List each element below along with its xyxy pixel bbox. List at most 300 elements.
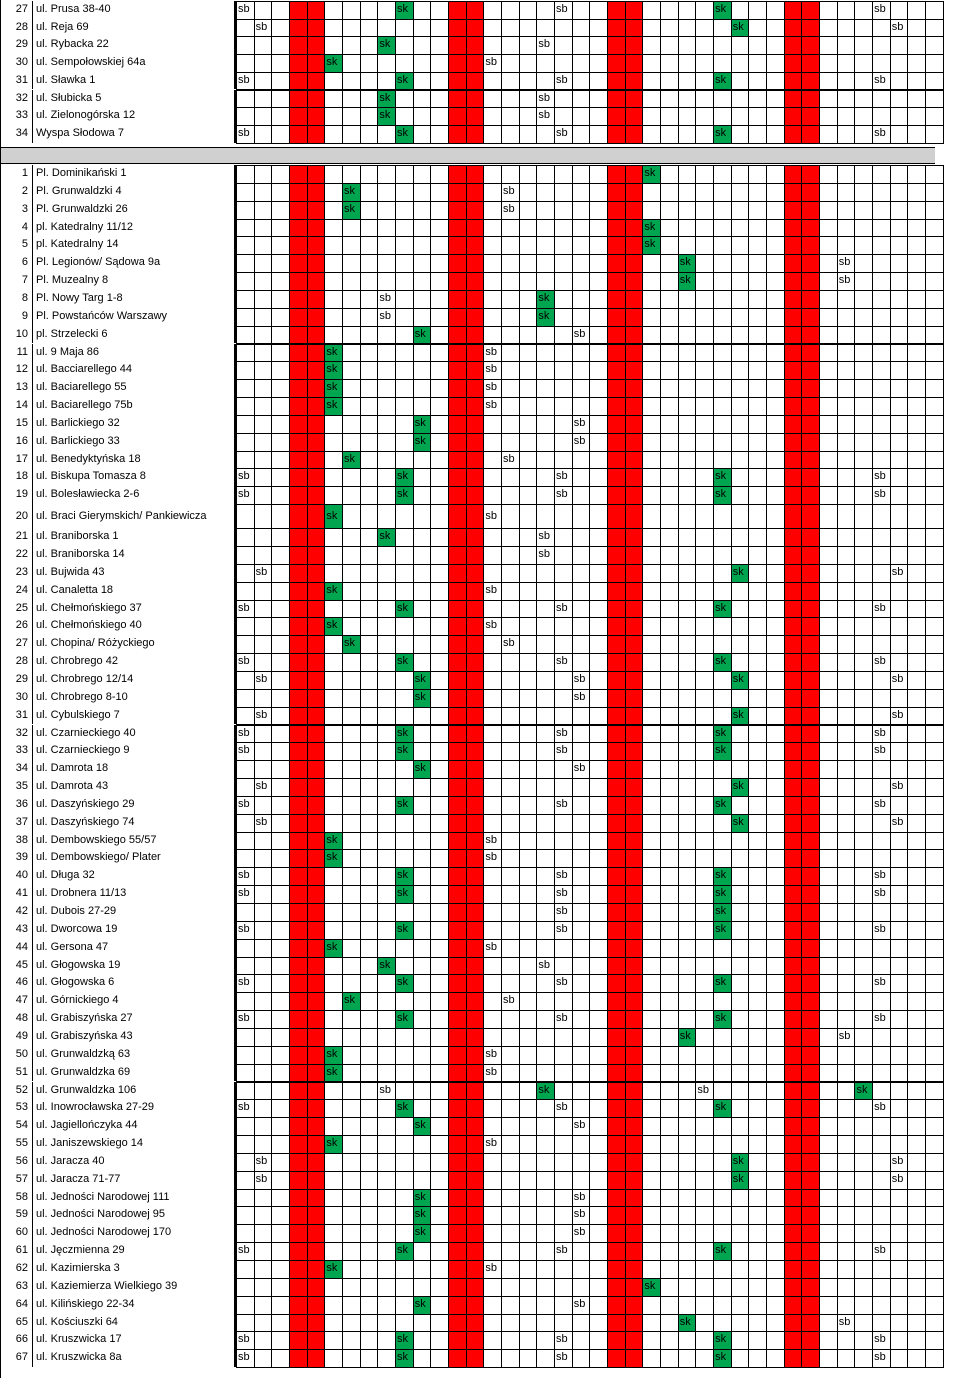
collection-day-cell — [289, 760, 308, 779]
schedule-cell — [572, 528, 591, 547]
collection-day-cell — [625, 1171, 644, 1190]
schedule-cell — [430, 90, 449, 109]
collection-day-cell — [784, 600, 803, 619]
schedule-cell — [483, 236, 502, 255]
schedule-cell — [589, 1224, 608, 1243]
schedule-cell — [642, 546, 661, 565]
schedule-cell — [254, 1206, 273, 1225]
schedule-cell — [925, 344, 944, 363]
schedule-cell — [837, 486, 856, 505]
schedule-cell — [713, 671, 732, 690]
schedule-cell — [360, 415, 379, 434]
schedule-cell — [589, 867, 608, 886]
address-cell: ul. Jaracza 71-77 — [34, 1171, 236, 1189]
schedule-cell — [678, 1171, 697, 1190]
collection-day-cell — [607, 1242, 626, 1261]
schedule-cell — [271, 290, 290, 309]
schedule-cell — [572, 219, 591, 238]
schedule-cell — [766, 564, 785, 583]
collection-day-cell — [448, 992, 467, 1011]
schedule-cell — [271, 796, 290, 815]
schedule-cell — [430, 1314, 449, 1333]
schedule-cell — [501, 1099, 520, 1118]
schedule-cell — [925, 54, 944, 73]
schedule-cell — [589, 308, 608, 327]
schedule-cell — [430, 849, 449, 868]
collection-day-cell — [448, 957, 467, 976]
schedule-cell — [572, 1028, 591, 1047]
address-cell: ul. Długa 32 — [34, 867, 236, 885]
schedule-cell — [678, 725, 697, 744]
collection-day-cell — [307, 885, 326, 904]
schedule-cell — [430, 1064, 449, 1083]
collection-day-cell — [289, 974, 308, 993]
collection-day-cell — [448, 796, 467, 815]
schedule-cell — [483, 600, 502, 619]
schedule-cell — [695, 653, 714, 672]
collection-day-cell — [784, 939, 803, 958]
schedule-cell — [713, 1260, 732, 1279]
schedule-cell — [642, 415, 661, 434]
schedule-cell — [766, 326, 785, 345]
schedule-cell — [519, 1171, 538, 1190]
schedule-cell — [766, 107, 785, 126]
schedule-cell — [395, 1046, 414, 1065]
code-label-sk: sk — [344, 202, 356, 215]
schedule-cell — [837, 528, 856, 547]
code-label-sb: sb — [874, 655, 886, 668]
schedule-cell — [519, 54, 538, 73]
code-label-sk: sk — [414, 672, 426, 685]
schedule-cell — [766, 1082, 785, 1101]
schedule-cell — [766, 397, 785, 416]
collection-day-cell — [607, 707, 626, 726]
collection-day-cell — [801, 546, 820, 565]
schedule-cell — [695, 361, 714, 380]
schedule-cell — [731, 107, 750, 126]
schedule-cell — [430, 290, 449, 309]
schedule-cell — [854, 1206, 873, 1225]
collection-day-cell — [607, 72, 626, 91]
schedule-cell — [271, 1260, 290, 1279]
schedule-cell — [554, 635, 573, 654]
schedule-cell — [854, 451, 873, 470]
collection-day-cell — [784, 1082, 803, 1101]
schedule-cell — [483, 1, 502, 20]
collection-day-cell — [448, 219, 467, 238]
schedule-cell — [377, 486, 396, 505]
schedule-cell — [819, 903, 838, 922]
schedule-cell — [748, 974, 767, 993]
collection-day-cell — [466, 433, 485, 452]
schedule-cell — [589, 1, 608, 20]
schedule-cell — [360, 219, 379, 238]
collection-day-cell — [448, 707, 467, 726]
schedule-cell — [271, 36, 290, 55]
schedule-cell — [271, 379, 290, 398]
schedule-cell — [360, 1331, 379, 1350]
schedule-cell — [589, 671, 608, 690]
code-label-sk: sk — [715, 976, 727, 989]
schedule-cell — [713, 1314, 732, 1333]
collection-day-cell — [289, 939, 308, 958]
schedule-cell — [413, 939, 432, 958]
schedule-cell — [501, 921, 520, 940]
collection-day-cell — [307, 1010, 326, 1029]
schedule-cell — [271, 1099, 290, 1118]
schedule-cell — [360, 814, 379, 833]
schedule-cell — [271, 219, 290, 238]
collection-day-cell — [625, 468, 644, 487]
collection-day-cell — [784, 742, 803, 761]
schedule-cell — [748, 19, 767, 38]
schedule-cell — [854, 600, 873, 619]
schedule-cell — [907, 415, 926, 434]
schedule-cell — [519, 308, 538, 327]
schedule-cell — [501, 1314, 520, 1333]
code-label-sk: sk — [397, 976, 409, 989]
schedule-cell — [342, 582, 361, 601]
schedule-cell — [660, 885, 679, 904]
schedule-cell — [660, 1082, 679, 1101]
collection-day-cell — [625, 54, 644, 73]
schedule-cell — [377, 725, 396, 744]
collection-day-cell — [607, 254, 626, 273]
schedule-cell — [554, 1206, 573, 1225]
schedule-cell — [872, 1260, 891, 1279]
collection-day-cell — [448, 1349, 467, 1368]
schedule-cell — [536, 1224, 555, 1243]
schedule-cell — [678, 379, 697, 398]
schedule-cell — [519, 254, 538, 273]
schedule-cell — [907, 564, 926, 583]
schedule-cell — [819, 433, 838, 452]
schedule-cell — [731, 326, 750, 345]
address-cell: ul. Prusa 38-40 — [34, 1, 236, 19]
collection-day-cell — [466, 653, 485, 672]
schedule-cell — [519, 832, 538, 851]
code-label-sk: sk — [397, 869, 409, 882]
collection-day-cell — [784, 671, 803, 690]
schedule-cell — [748, 504, 767, 529]
schedule-cell — [731, 433, 750, 452]
collection-day-cell — [307, 778, 326, 797]
schedule-cell — [748, 1206, 767, 1225]
schedule-cell — [890, 849, 909, 868]
schedule-cell — [731, 635, 750, 654]
collection-day-cell — [289, 165, 308, 184]
schedule-cell — [519, 992, 538, 1011]
schedule-cell — [501, 1206, 520, 1225]
schedule-cell — [890, 1046, 909, 1065]
collection-day-cell — [607, 219, 626, 238]
schedule-cell — [395, 1082, 414, 1101]
schedule-cell — [837, 546, 856, 565]
schedule-cell — [483, 1242, 502, 1261]
schedule-cell — [925, 433, 944, 452]
schedule-cell — [501, 671, 520, 690]
schedule-cell — [837, 689, 856, 708]
schedule-cell — [413, 814, 432, 833]
schedule-cell — [589, 1314, 608, 1333]
schedule-cell — [660, 72, 679, 91]
schedule-cell — [501, 308, 520, 327]
schedule-cell — [413, 1260, 432, 1279]
collection-day-cell — [607, 1206, 626, 1225]
collection-day-cell — [625, 689, 644, 708]
schedule-cell — [890, 1, 909, 20]
address-cell: ul. Grunwaldzka 106 — [34, 1082, 236, 1100]
schedule-cell — [572, 397, 591, 416]
schedule-cell — [254, 272, 273, 291]
schedule-cell — [271, 107, 290, 126]
schedule-cell — [872, 1314, 891, 1333]
code-label-sk: sk — [397, 601, 409, 614]
code-label-sb: sb — [538, 91, 550, 104]
schedule-cell — [236, 344, 255, 363]
collection-day-cell — [448, 849, 467, 868]
schedule-cell — [554, 451, 573, 470]
schedule-cell — [519, 397, 538, 416]
schedule-cell — [360, 1278, 379, 1297]
schedule-cell — [324, 814, 343, 833]
schedule-cell — [395, 272, 414, 291]
schedule-cell — [854, 867, 873, 886]
schedule-cell — [766, 992, 785, 1011]
schedule-cell — [324, 742, 343, 761]
schedule-cell — [837, 1082, 856, 1101]
collection-day-cell — [448, 939, 467, 958]
schedule-cell — [695, 19, 714, 38]
code-label-sb: sb — [556, 887, 568, 900]
schedule-cell — [713, 1117, 732, 1136]
collection-day-cell — [307, 1028, 326, 1047]
schedule-cell — [360, 290, 379, 309]
schedule-cell — [554, 849, 573, 868]
schedule-cell — [872, 290, 891, 309]
collection-day-cell — [466, 1028, 485, 1047]
schedule-cell — [642, 778, 661, 797]
schedule-cell — [572, 1, 591, 20]
schedule-cell — [342, 219, 361, 238]
schedule-cell — [766, 236, 785, 255]
schedule-cell — [430, 72, 449, 91]
schedule-cell — [572, 125, 591, 144]
schedule-cell — [413, 1046, 432, 1065]
collection-day-cell — [607, 451, 626, 470]
schedule-cell — [413, 725, 432, 744]
schedule-cell — [837, 1099, 856, 1118]
address-cell: ul. Inowrocławska 27-29 — [34, 1099, 236, 1117]
schedule-cell — [501, 504, 520, 529]
schedule-cell — [837, 361, 856, 380]
schedule-cell — [854, 254, 873, 273]
schedule-cell — [254, 653, 273, 672]
schedule-cell — [501, 1064, 520, 1083]
schedule-cell — [254, 308, 273, 327]
schedule-cell — [536, 1135, 555, 1154]
schedule-cell — [695, 165, 714, 184]
code-label-sb: sb — [573, 1297, 586, 1310]
schedule-cell — [342, 796, 361, 815]
schedule-cell — [342, 689, 361, 708]
schedule-cell — [766, 1171, 785, 1190]
schedule-cell — [271, 1064, 290, 1083]
collection-day-cell — [466, 415, 485, 434]
schedule-cell — [731, 1010, 750, 1029]
collection-day-cell — [607, 974, 626, 993]
schedule-cell — [766, 1189, 785, 1208]
collection-day-cell — [625, 72, 644, 91]
schedule-cell — [890, 290, 909, 309]
schedule-cell — [660, 1189, 679, 1208]
collection-day-cell — [289, 957, 308, 976]
collection-day-cell — [625, 486, 644, 505]
schedule-cell — [907, 707, 926, 726]
schedule-cell — [819, 272, 838, 291]
collection-day-cell — [307, 1064, 326, 1083]
collection-day-cell — [801, 344, 820, 363]
collection-day-cell — [625, 992, 644, 1011]
schedule-cell — [713, 778, 732, 797]
code-label-sb: sb — [874, 797, 886, 810]
collection-day-cell — [307, 796, 326, 815]
schedule-cell — [660, 903, 679, 922]
schedule-cell — [430, 832, 449, 851]
schedule-cell — [766, 272, 785, 291]
collection-day-cell — [307, 1242, 326, 1261]
code-label-sk: sk — [715, 126, 727, 139]
schedule-cell — [819, 546, 838, 565]
schedule-cell — [766, 433, 785, 452]
schedule-cell — [360, 653, 379, 672]
schedule-cell — [271, 1046, 290, 1065]
schedule-cell — [642, 582, 661, 601]
schedule-cell — [430, 165, 449, 184]
collection-day-cell — [289, 504, 308, 529]
code-label-sk: sk — [326, 1137, 338, 1150]
schedule-cell — [324, 1331, 343, 1350]
collection-day-cell — [607, 1278, 626, 1297]
schedule-cell — [748, 201, 767, 220]
schedule-cell — [395, 107, 414, 126]
collection-day-cell — [607, 433, 626, 452]
schedule-cell — [907, 1314, 926, 1333]
collection-day-cell — [625, 107, 644, 126]
collection-day-cell — [307, 36, 326, 55]
schedule-cell — [342, 165, 361, 184]
schedule-cell — [483, 107, 502, 126]
code-label-sb: sb — [255, 565, 268, 578]
row-number: 31 — [0, 707, 33, 725]
schedule-cell — [660, 1260, 679, 1279]
collection-day-cell — [307, 272, 326, 291]
schedule-cell — [377, 635, 396, 654]
schedule-cell — [377, 707, 396, 726]
schedule-cell — [872, 635, 891, 654]
collection-day-cell — [307, 125, 326, 144]
schedule-cell — [395, 582, 414, 601]
schedule-cell — [748, 1349, 767, 1368]
schedule-cell — [501, 254, 520, 273]
schedule-cell — [731, 582, 750, 601]
schedule-cell — [501, 219, 520, 238]
collection-day-cell — [801, 468, 820, 487]
collection-day-cell — [801, 992, 820, 1011]
schedule-cell — [271, 635, 290, 654]
schedule-cell — [324, 19, 343, 38]
schedule-cell — [678, 992, 697, 1011]
schedule-cell — [236, 36, 255, 55]
schedule-cell — [254, 957, 273, 976]
schedule-cell — [395, 1117, 414, 1136]
schedule-cell — [589, 600, 608, 619]
schedule-cell — [907, 957, 926, 976]
schedule-cell — [536, 653, 555, 672]
code-label-sk: sk — [326, 940, 338, 953]
schedule-cell — [907, 582, 926, 601]
code-label-sb: sb — [538, 109, 550, 122]
collection-day-cell — [466, 308, 485, 327]
address-cell: ul. Kościuszki 64 — [34, 1314, 236, 1332]
schedule-cell — [713, 849, 732, 868]
collection-day-cell — [607, 125, 626, 144]
schedule-cell — [430, 1117, 449, 1136]
schedule-cell — [695, 725, 714, 744]
schedule-cell — [413, 564, 432, 583]
schedule-cell — [819, 90, 838, 109]
collection-day-cell — [784, 1064, 803, 1083]
schedule-cell — [660, 974, 679, 993]
code-label-sb: sb — [573, 762, 586, 775]
schedule-cell — [695, 451, 714, 470]
collection-day-cell — [307, 486, 326, 505]
collection-day-cell — [466, 54, 485, 73]
schedule-cell — [271, 361, 290, 380]
schedule-cell — [890, 1099, 909, 1118]
schedule-cell — [819, 760, 838, 779]
schedule-cell — [430, 1028, 449, 1047]
address-cell: ul. Bolesławiecka 2-6 — [34, 486, 236, 504]
address-cell: Pl. Muzealny 8 — [34, 272, 236, 290]
schedule-cell — [854, 653, 873, 672]
collection-day-cell — [625, 236, 644, 255]
collection-day-cell — [801, 617, 820, 636]
schedule-cell — [554, 564, 573, 583]
collection-day-cell — [801, 582, 820, 601]
schedule-cell — [324, 308, 343, 327]
schedule-cell — [837, 125, 856, 144]
code-label-sb: sb — [485, 1137, 497, 1150]
schedule-cell — [254, 1010, 273, 1029]
schedule-cell — [483, 219, 502, 238]
schedule-cell — [678, 921, 697, 940]
schedule-cell — [837, 1135, 856, 1154]
schedule-cell — [554, 1171, 573, 1190]
schedule-cell — [890, 125, 909, 144]
schedule-cell — [890, 1206, 909, 1225]
schedule-cell — [483, 165, 502, 184]
schedule-cell — [907, 219, 926, 238]
row-number: 29 — [0, 36, 33, 54]
collection-day-cell — [784, 617, 803, 636]
schedule-cell — [695, 1314, 714, 1333]
schedule-cell — [837, 54, 856, 73]
schedule-cell — [837, 1278, 856, 1297]
schedule-cell — [907, 486, 926, 505]
schedule-cell — [413, 1153, 432, 1172]
schedule-cell — [837, 1189, 856, 1208]
